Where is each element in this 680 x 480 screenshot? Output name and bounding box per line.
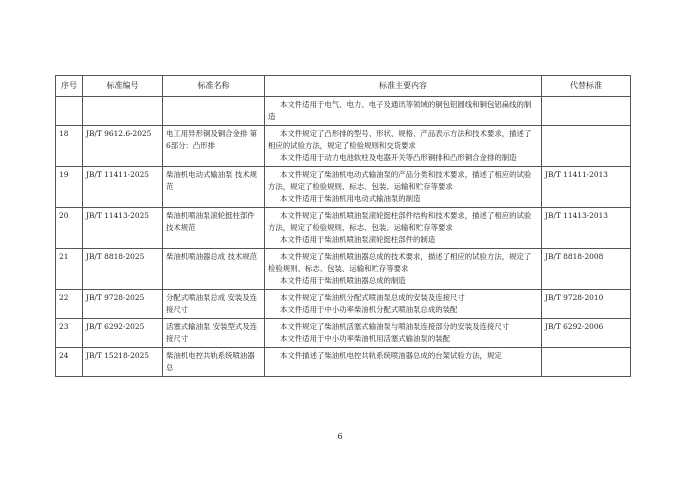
table-row xyxy=(56,319,631,348)
header-replace: 代替标准 xyxy=(542,76,631,97)
standard-name: 分配式喷油泵总成 安装及连接尺寸 xyxy=(163,290,265,319)
content-paragraph: 本文件适用于柴油机用电动式输油泵的制造 xyxy=(280,194,421,203)
content-paragraph: 本文件规定了柴油机分配式喷油泵总成的安装及连接尺寸 xyxy=(280,293,465,302)
replaced-standard xyxy=(542,348,631,377)
standard-name xyxy=(163,97,265,126)
replaced-standard: JB/T 6292-2006 xyxy=(542,319,631,348)
table-row xyxy=(56,348,631,377)
standard-content xyxy=(265,126,542,167)
standard-content xyxy=(265,97,542,126)
table-row xyxy=(56,126,631,167)
replaced-standard xyxy=(542,97,631,126)
row-number: 22 xyxy=(56,290,83,319)
standard-name: 柴油机喷油器总成 技术规范 xyxy=(163,249,265,290)
table-row xyxy=(56,249,631,290)
standard-content xyxy=(265,348,542,377)
standard-name: 电工用异形铜及铜合金排 第6部分：凸形排 xyxy=(163,126,265,167)
standard-code: JB/T 11413-2025 xyxy=(83,208,163,249)
standard-code: JB/T 15218-2025 xyxy=(83,348,163,377)
row-number: 24 xyxy=(56,348,83,377)
replaced-standard: JB/T 8818-2008 xyxy=(542,249,631,290)
standards-table xyxy=(55,75,631,377)
standard-code: JB/T 9728-2025 xyxy=(83,290,163,319)
header-no: 序号 xyxy=(56,76,83,97)
content-paragraph: 本文件适用于动力电池软柱及电器开关等凸形铜排和凸形铜合金排的制造 xyxy=(280,153,517,162)
content-paragraph: 本文件描述了柴油机电控共轨系统喷油器总成的台架试验方法，规定 xyxy=(280,351,502,360)
standard-name: 活塞式输油泵 安装型式及连接尺寸 xyxy=(163,319,265,348)
standard-name: 柴油机喷油泵滚轮挺柱部件技术规范 xyxy=(163,208,265,249)
table-row xyxy=(56,290,631,319)
replaced-standard xyxy=(542,126,631,167)
table-row xyxy=(56,208,631,249)
row-number: 23 xyxy=(56,319,83,348)
standard-name: 柴油机电动式输油泵 技术规范 xyxy=(163,167,265,208)
content-paragraph: 本文件规定了柴油机喷油泵滚轮挺柱部件结构和技术要求，描述了相应的试验方法，规定了检验规则、标志、包装、运输和贮存等要求 xyxy=(268,211,532,232)
table-body xyxy=(56,97,631,377)
standard-content xyxy=(265,319,542,348)
replaced-standard: JB/T 11411-2013 xyxy=(542,167,631,208)
content-paragraph: 本文件规定了柴油机活塞式输油泵与喷油泵连接部分的安装及连接尺寸 xyxy=(280,322,510,331)
standard-content xyxy=(265,167,542,208)
content-paragraph: 本文件适用于电气、电力、电子及通讯等领域的铜包铝圆线和铜包铝扁线的制造 xyxy=(268,100,532,121)
replaced-standard: JB/T 9728-2010 xyxy=(542,290,631,319)
content-paragraph: 本文件适用于中小功率柴油机用活塞式输油泵的装配 xyxy=(280,334,450,343)
content-paragraph: 本文件规定了凸形排的型号、形状、规格、产品表示方法和技术要求，描述了相应的试验方法，规定了检验规则和交货要求 xyxy=(268,129,532,150)
row-number: 20 xyxy=(56,208,83,249)
standard-code: JB/T 11411-2025 xyxy=(83,167,163,208)
content-paragraph: 本文件适用于柴油机喷油泵滚轮挺柱部件的制造 xyxy=(280,235,436,244)
table-row xyxy=(56,167,631,208)
content-paragraph: 本文件规定了柴油机喷油器总成的技术要求，描述了相应的试验方法，规定了检验规则、标志、包装、运输和贮存等要求 xyxy=(268,252,532,273)
content-paragraph: 本文件适用于中小功率柴油机分配式喷油泵总成的装配 xyxy=(280,305,458,314)
table-row xyxy=(56,97,631,126)
replaced-standard: JB/T 11413-2013 xyxy=(542,208,631,249)
standard-name: 柴油机电控共轨系统喷油器总 xyxy=(163,348,265,377)
row-number: 19 xyxy=(56,167,83,208)
standard-code: JB/T 8818-2025 xyxy=(83,249,163,290)
page-number: 6 xyxy=(337,432,343,441)
standard-code: JB/T 9612.6-2025 xyxy=(83,126,163,167)
header-name: 标准名称 xyxy=(163,76,265,97)
header-content: 标准主要内容 xyxy=(265,76,542,97)
standard-code: JB/T 6292-2025 xyxy=(83,319,163,348)
standard-content xyxy=(265,208,542,249)
header-code: 标准编号 xyxy=(83,76,163,97)
row-number: 21 xyxy=(56,249,83,290)
standard-content xyxy=(265,290,542,319)
row-number xyxy=(56,97,83,126)
standard-code xyxy=(83,97,163,126)
content-paragraph: 本文件适用于柴油机喷油器总成的制造 xyxy=(280,276,406,285)
table-header-row xyxy=(56,76,631,97)
row-number: 18 xyxy=(56,126,83,167)
standard-content xyxy=(265,249,542,290)
content-paragraph: 本文件规定了柴油机电动式输油泵的产品分类和技术要求，描述了相应的试验方法，规定了检验规则、标志、包装、运输和贮存等要求 xyxy=(268,170,532,191)
